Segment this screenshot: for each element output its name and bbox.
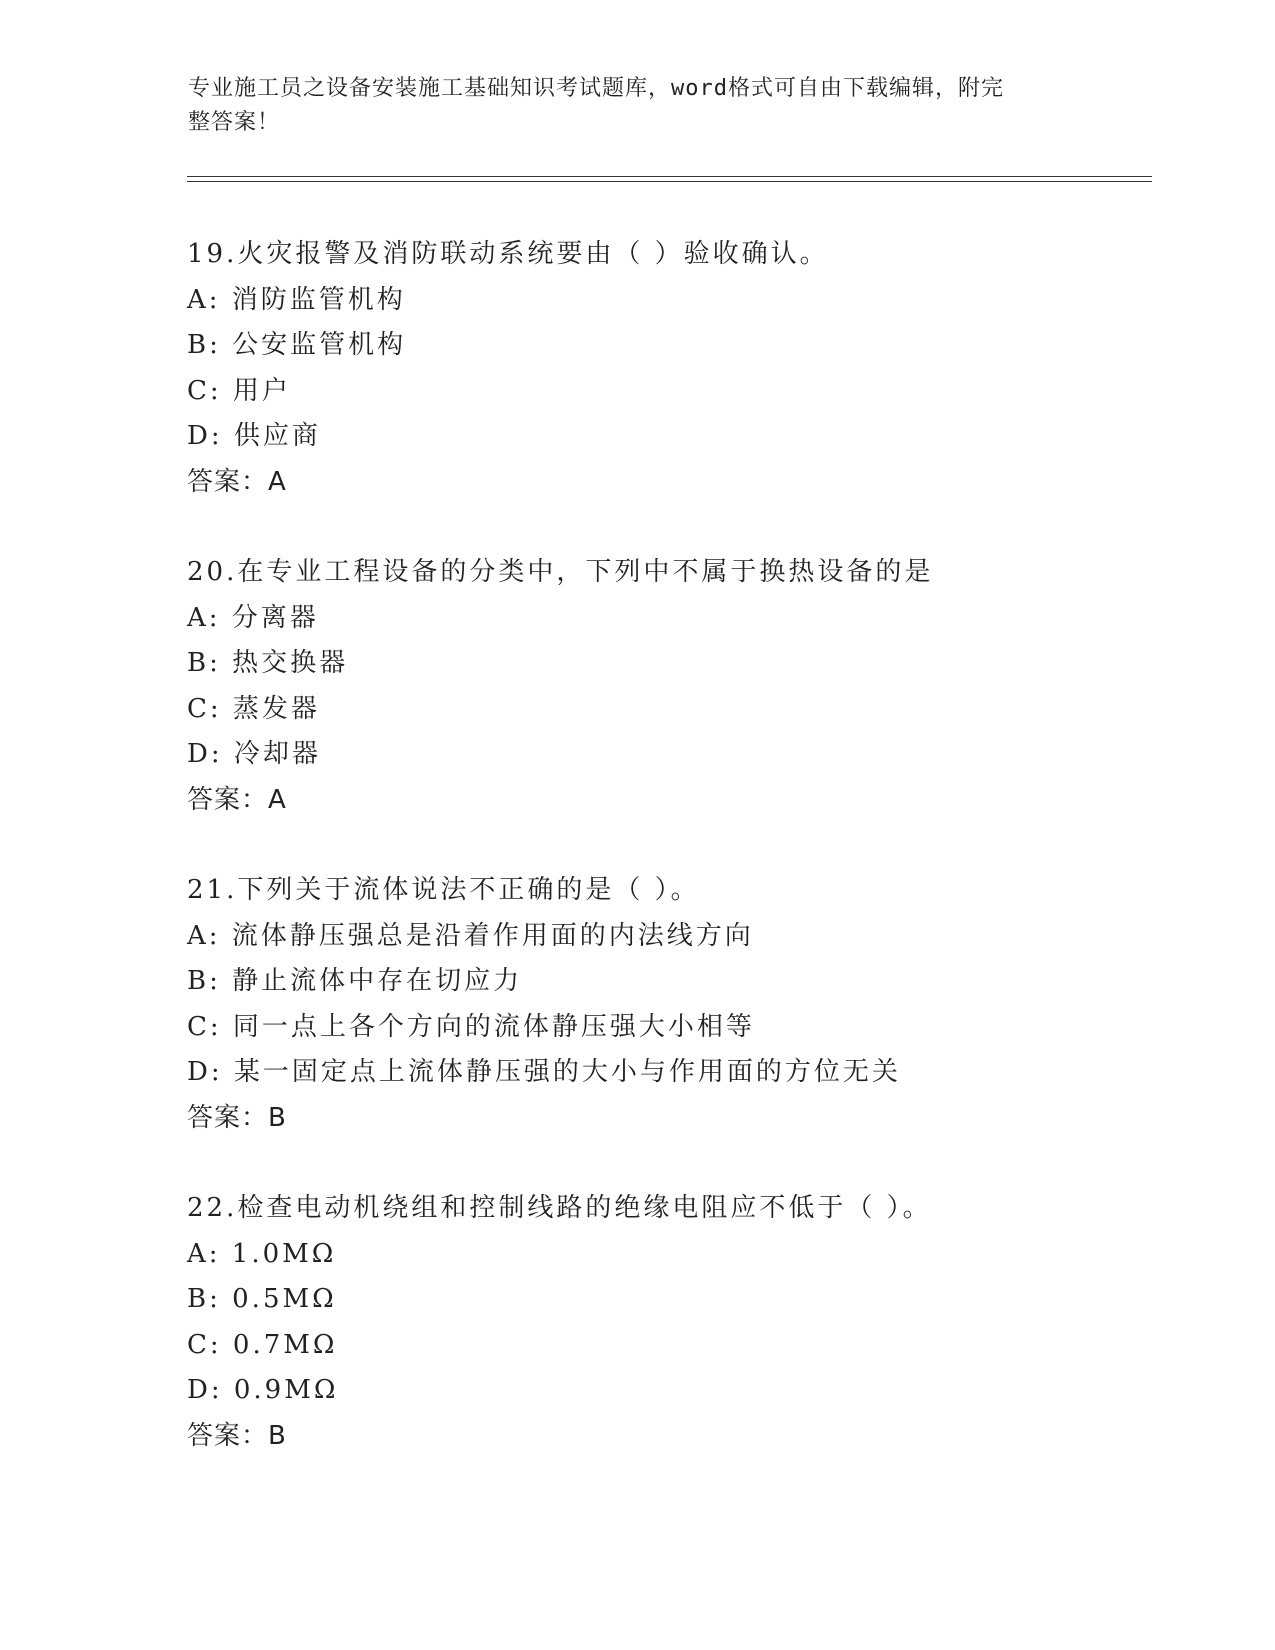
option-d: D: 冷却器 bbox=[187, 739, 321, 769]
option-a: A: 流体静压强总是沿着作用面的内法线方向 bbox=[187, 920, 754, 951]
header-divider-top bbox=[187, 176, 1152, 177]
header-line-1: 专业施工员之设备安装施工基础知识考试题库，word格式可自由下载编辑，附完 bbox=[188, 76, 1004, 101]
question-stem: 22.检查电动机绕组和控制线路的绝缘电阻应不低于（ ）。 bbox=[187, 1193, 932, 1223]
answer: 答案：A bbox=[187, 466, 287, 497]
answer: 答案：B bbox=[187, 1420, 287, 1451]
document-header bbox=[188, 72, 1068, 140]
option-d: D: 供应商 bbox=[187, 421, 321, 451]
question-22 bbox=[187, 1186, 1187, 1504]
option-a: A: 消防监管机构 bbox=[187, 284, 406, 315]
option-d: D: 某一固定点上流体静压强的大小与作用面的方位无关 bbox=[187, 1057, 901, 1087]
header-divider-bottom bbox=[187, 181, 1152, 182]
question-list bbox=[187, 232, 1187, 1504]
option-b: B: 公安监管机构 bbox=[187, 330, 407, 360]
question-stem: 19.火灾报警及消防联动系统要由（ ）验收确认。 bbox=[187, 239, 829, 269]
option-a: A: 1.0MΩ bbox=[187, 1238, 337, 1269]
option-b: B: 热交换器 bbox=[187, 648, 349, 678]
option-d: D: 0.9MΩ bbox=[187, 1375, 339, 1405]
header-line-2: 整答案！ bbox=[188, 110, 281, 135]
option-b: B: 静止流体中存在切应力 bbox=[187, 966, 523, 996]
option-a: A: 分离器 bbox=[187, 602, 319, 633]
question-20 bbox=[187, 550, 1187, 868]
answer: 答案：A bbox=[187, 784, 287, 815]
option-c: C: 蒸发器 bbox=[187, 693, 320, 724]
question-stem: 21.下列关于流体说法不正确的是（ ）。 bbox=[187, 875, 700, 905]
question-stem: 20.在专业工程设备的分类中，下列中不属于换热设备的是 bbox=[187, 557, 934, 587]
option-c: C: 0.7MΩ bbox=[187, 1329, 338, 1360]
option-c: C: 用户 bbox=[187, 375, 291, 406]
option-c: C: 同一点上各个方向的流体静压强大小相等 bbox=[187, 1011, 755, 1042]
question-19 bbox=[187, 232, 1187, 550]
answer: 答案：B bbox=[187, 1102, 287, 1133]
question-21 bbox=[187, 868, 1187, 1186]
option-b: B: 0.5MΩ bbox=[187, 1284, 337, 1314]
